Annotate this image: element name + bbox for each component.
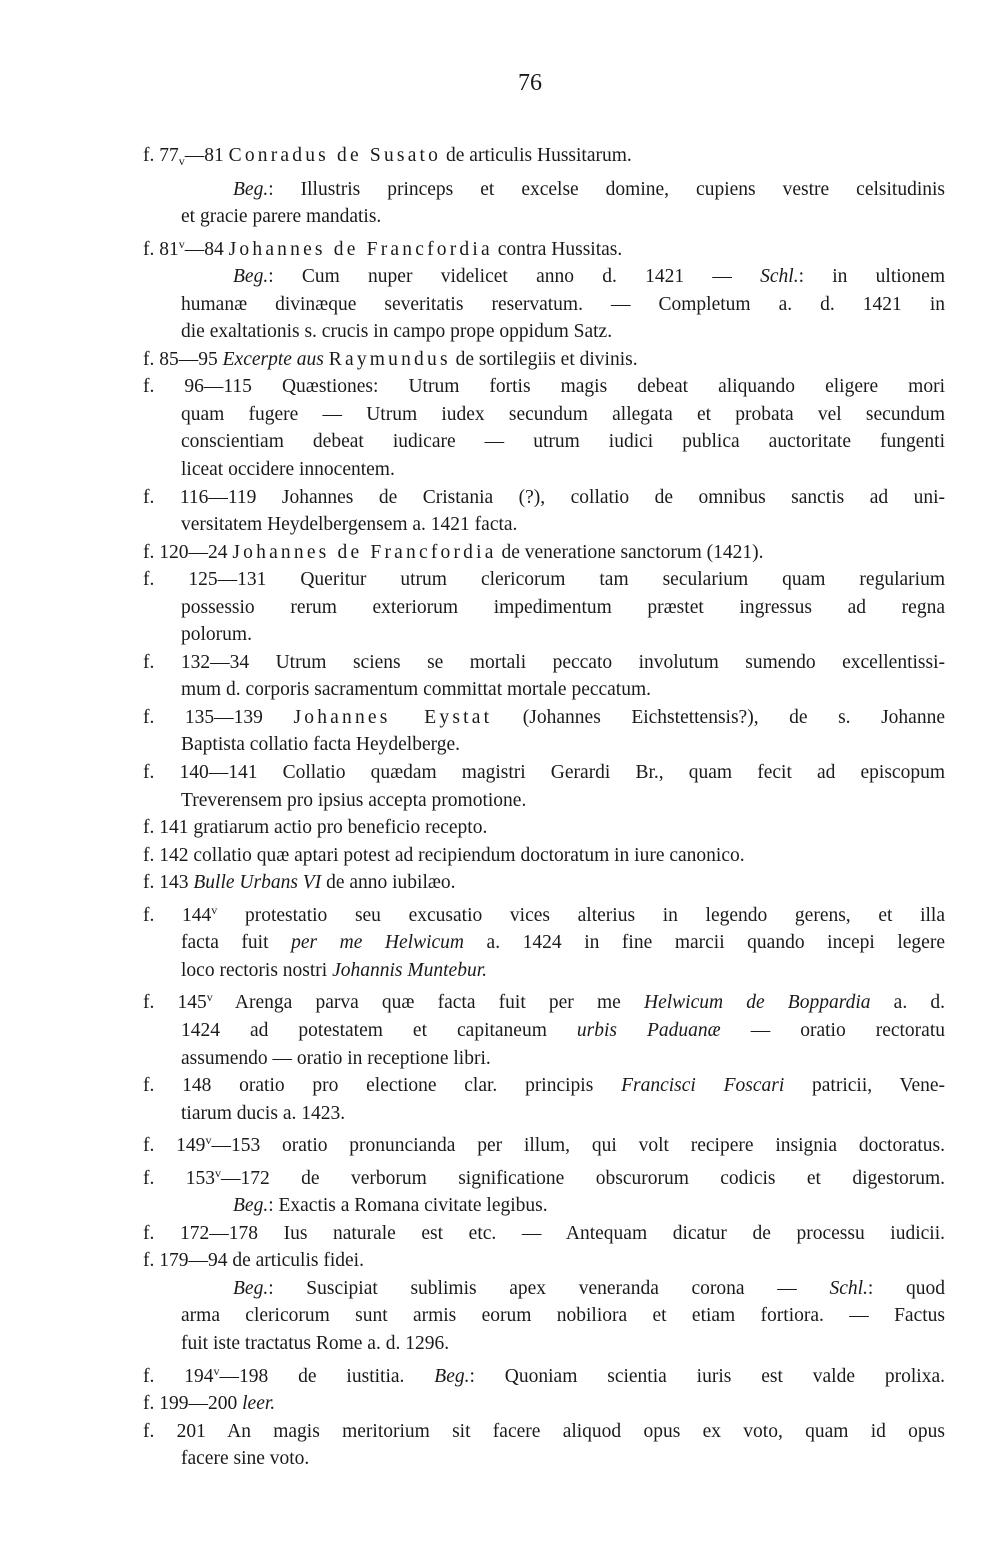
text-run: et gracie parere mandatis. (181, 206, 382, 228)
text-run: mum d. corporis sacramentum committat mortale peccatum. (181, 679, 652, 701)
catalog-entry (143, 1072, 945, 1127)
entry-line (143, 814, 945, 842)
entry-line (143, 1072, 945, 1100)
text-run: versitatem Heydelbergensem a. 1421 facta. (181, 514, 518, 536)
spaced-name-text-run: Raymundus (328, 348, 451, 370)
text-run: f. 201 An magis meritorium sit facere aliquod opus ex voto, quam id opus (143, 1420, 945, 1442)
entry-line (143, 897, 945, 930)
superscript-verso-mark: v (178, 236, 185, 251)
italic-text-run: Helwicum de Boppardia (643, 992, 871, 1014)
catalog-entry (143, 984, 945, 1072)
catalog-entry (143, 1160, 945, 1220)
catalog-entry (143, 484, 945, 539)
text-run: f. 143 (143, 872, 194, 894)
italic-text-run: Excerpte aus (222, 348, 324, 370)
text-run: f. 125—131 Queritur utrum clericorum tam secularium quam regularium (143, 569, 945, 591)
catalog-entries (143, 142, 945, 1473)
entry-line (143, 731, 945, 759)
italic-text-run: Schl. (829, 1277, 868, 1299)
entry-line (143, 1418, 945, 1446)
text-run: f. 132—34 Utrum sciens se mortali peccato involutum sumendo excellentissi- (143, 651, 945, 673)
entry-line (143, 142, 945, 176)
page-number: 76 (518, 70, 542, 96)
text-run: f. 77 (143, 145, 179, 166)
entry-line (143, 566, 945, 594)
text-run: 1424 ad potestatem et capitaneum (181, 1019, 577, 1041)
text-run: : Suscipiat sublimis apex veneranda corona — (268, 1277, 830, 1299)
italic-text-run: urbis Paduanæ (576, 1019, 721, 1041)
entry-line (143, 231, 945, 264)
entry-line (143, 456, 945, 484)
text-run: — oratio rectoratu (720, 1019, 946, 1041)
entry-line (143, 346, 945, 374)
entry-line (143, 1247, 945, 1275)
text-run: de veneratione sanctorum (1421). (496, 541, 764, 563)
catalog-entry (143, 373, 945, 483)
entry-line (143, 1330, 945, 1358)
catalog-entry (143, 231, 945, 346)
entry-line (143, 704, 945, 732)
text-run: f. 148 oratio pro electione clar. principis (143, 1075, 622, 1097)
entry-line (143, 1045, 945, 1073)
entry-line (143, 621, 945, 649)
italic-text-run: Bulle Urbans VI (193, 872, 322, 894)
spaced-name-text-run: Johannes de Francfordia (228, 238, 493, 260)
entry-line (143, 484, 945, 512)
catalog-entry (143, 1127, 945, 1160)
superscript-verso-mark: v (211, 902, 218, 917)
italic-text-run: Beg. (233, 1195, 269, 1217)
text-run: : Quoniam scientia iuris est valde prolixa. (469, 1365, 945, 1387)
text-run: f. 116—119 Johannes de Cristania (?), collatio de omnibus sanctis ad uni- (143, 486, 945, 508)
entry-line (143, 291, 945, 319)
text-run: f. 85—95 (143, 348, 223, 370)
text-run: die exaltationis s. crucis in campo prope oppidum Satz. (181, 321, 613, 343)
entry-line (143, 869, 945, 897)
catalog-entry (143, 1358, 945, 1391)
entry-line (143, 594, 945, 622)
entry-line (143, 428, 945, 456)
text-run: de articulis Hussitarum. (441, 145, 632, 166)
text-run: f. 149 (143, 1135, 206, 1157)
italic-text-run: Beg. (233, 266, 269, 288)
spaced-name-text-run: Johannes Eystat (293, 706, 493, 728)
spaced-name-text-run: Johannes de Francfordia (232, 541, 497, 563)
italic-text-run: Beg. (233, 1277, 269, 1299)
superscript-verso-mark: v (205, 1133, 212, 1148)
text-run: f. 144 (143, 904, 212, 926)
entry-line (143, 1017, 945, 1045)
text-run: : Cum nuper videlicet anno d. 1421 — (268, 266, 761, 288)
text-run: polorum. (181, 624, 252, 646)
text-run: fuit iste tractatus Rome a. d. 1296. (181, 1332, 450, 1354)
text-run: f. 135—139 (143, 706, 294, 728)
text-run: de anno iubilæo. (321, 872, 456, 894)
text-run: Treverensem pro ipsius accepta promotione. (181, 789, 527, 811)
text-run: : quod (867, 1277, 945, 1299)
text-run: facta fuit (181, 932, 292, 954)
text-run: arma clericorum sunt armis eorum nobiliora et etiam fortiora. — Factus (181, 1305, 945, 1327)
entry-line (143, 1358, 945, 1391)
entry-line (143, 1160, 945, 1193)
catalog-entry (143, 1418, 945, 1473)
italic-text-run: Beg. (434, 1365, 470, 1387)
catalog-entry (143, 1390, 945, 1418)
entry-incipit-line (143, 263, 945, 291)
entry-line (143, 318, 945, 346)
text-run: patricii, Vene- (784, 1075, 945, 1097)
text-run: —172 de verborum significatione obscurorum codicis et digestorum. (221, 1167, 945, 1189)
text-run: —198 de iustitia. (219, 1365, 435, 1387)
entry-line (143, 511, 945, 539)
text-run: a. d. (870, 992, 945, 1014)
entry-line (143, 1302, 945, 1330)
italic-text-run: Beg. (233, 178, 269, 200)
text-run: f. 172—178 Ius naturale est etc. — Antequam dicatur de processu iudicii. (143, 1222, 945, 1244)
catalog-entry (143, 142, 945, 231)
italic-text-run: Schl. (760, 266, 799, 288)
entry-line (143, 957, 945, 985)
italic-text-run: Johannis Muntebur. (332, 959, 487, 981)
entry-line (143, 1127, 945, 1160)
entry-line (143, 539, 945, 567)
catalog-entry (143, 704, 945, 759)
text-run: f. 179—94 de articulis fidei. (143, 1250, 364, 1272)
text-run: conscientiam debeat iudicare — utrum iudici publica auctoritate fungenti (181, 431, 945, 453)
entry-line (143, 676, 945, 704)
entry-incipit-line (143, 176, 945, 204)
catalog-entry (143, 814, 945, 842)
catalog-entry (143, 759, 945, 814)
entry-line (143, 1100, 945, 1128)
text-run: f. 145 (143, 992, 207, 1014)
text-run: de sortilegiis et divinis. (450, 348, 638, 370)
catalog-entry (143, 842, 945, 870)
text-run: : in ultionem (798, 266, 945, 288)
text-run: f. 120—24 (143, 541, 233, 563)
superscript-verso-mark: v (215, 1165, 222, 1180)
text-run: f. 194 (143, 1365, 214, 1387)
text-run: : Exactis a Romana civitate legibus. (268, 1195, 548, 1217)
text-run: —81 (184, 145, 229, 166)
catalog-entry (143, 869, 945, 897)
text-run: f. 142 collatio quæ aptari potest ad recipiendum doctoratum in iure canonico. (143, 844, 745, 866)
text-run: contra Hussitas. (492, 238, 623, 260)
text-run: assumendo — oratio in receptione libri. (181, 1047, 491, 1069)
entry-line (143, 373, 945, 401)
entry-line (143, 842, 945, 870)
entry-incipit-line (143, 1275, 945, 1303)
text-run: liceat occidere innocentem. (181, 459, 395, 481)
text-run: f. 141 gratiarum actio pro beneficio recepto. (143, 817, 488, 839)
text-run: —153 oratio pronuncianda per illum, qui volt recipere insignia doctoratus. (211, 1135, 945, 1157)
entry-incipit-line (143, 1192, 945, 1220)
superscript-verso-mark: v (206, 990, 213, 1005)
entry-line (143, 929, 945, 957)
entry-line (143, 787, 945, 815)
text-run: protestatio seu excusatio vices alterius in legendo gerens, et illa (217, 904, 945, 926)
entry-line (143, 1220, 945, 1248)
entry-line (143, 203, 945, 231)
italic-text-run: leer. (242, 1393, 276, 1415)
entry-line (143, 1445, 945, 1473)
text-run: humanæ divinæque severitatis reservatum. — Completum a. d. 1421 in (181, 293, 945, 315)
catalog-entry (143, 566, 945, 649)
text-run: Arenga parva quæ facta fuit per me (212, 992, 644, 1014)
entry-line (143, 401, 945, 429)
text-run: Baptista collatio facta Heydelberge. (181, 734, 461, 756)
entry-line (143, 1390, 945, 1418)
text-run: : Illustris princeps et excelse domine, cupiens vestre celsitudinis (268, 178, 945, 200)
spaced-name-text-run: Conradus de Susato (228, 145, 442, 166)
text-run: a. 1424 in fine marcii quando incepi legere (464, 932, 945, 954)
text-run: f. 199—200 (143, 1393, 243, 1415)
catalog-entry (143, 1247, 945, 1357)
entry-line (143, 984, 945, 1017)
catalog-entry (143, 539, 945, 567)
text-run: possessio rerum exteriorum impedimentum præstet ingressus ad regna (181, 596, 945, 618)
text-run: quam fugere — Utrum iudex secundum allegata et probata vel secundum (181, 403, 945, 425)
text-run: —84 (184, 238, 229, 260)
text-run: f. 153 (143, 1167, 216, 1189)
text-run: facere sine voto. (181, 1448, 310, 1470)
catalog-entry (143, 346, 945, 374)
text-run: f. 96—115 Quæstiones: Utrum fortis magis debeat aliquando eligere mori (143, 376, 945, 398)
text-run: f. 140—141 Collatio quædam magistri Gerardi Br., quam fecit ad episcopum (143, 762, 945, 784)
text-run: f. 81 (143, 238, 179, 260)
catalog-entry (143, 649, 945, 704)
catalog-entry (143, 1220, 945, 1248)
superscript-verso-mark: v (213, 1363, 220, 1378)
italic-text-run: per me Helwicum (291, 932, 464, 954)
text-run: tiarum ducis a. 1423. (181, 1102, 346, 1124)
catalog-entry (143, 897, 945, 985)
text-run: loco rectoris nostri (181, 959, 333, 981)
entry-line (143, 649, 945, 677)
entry-line (143, 759, 945, 787)
subscript-verso-mark: v (178, 154, 185, 168)
italic-text-run: Francisci Foscari (621, 1075, 785, 1097)
text-run: (Johannes Eichstettensis?), de s. Johanne (492, 706, 945, 728)
